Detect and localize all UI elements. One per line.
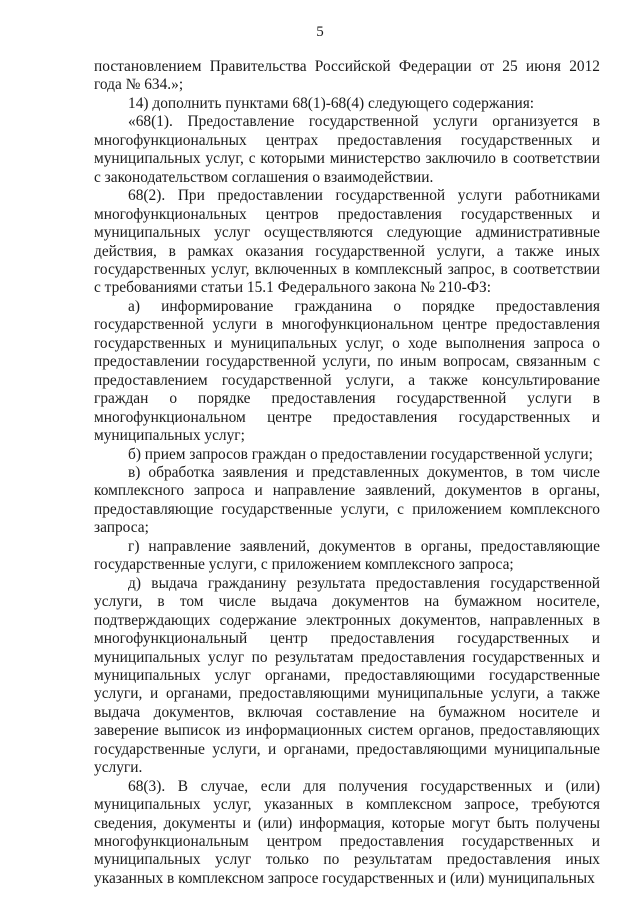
paragraph-68-2: 68(2). При предоставлении государственной услуги работниками многофункциональных центров предоставления государственных и муниципальных услуг осуществляются следующие административные действия, в рамках оказания государственной услуги, а также иных государственных услуг, включенных в комплексный запрос, в соответствии с требованиями статьи 15.1 Федерального закона № 210-ФЗ: [94,187,600,297]
document-body [94,58,600,888]
paragraph-decree-reference: постановлением Правительства Российской Федерации от 25 июня 2012 года № 634.»; [94,58,600,94]
paragraph-item-14: 14) дополнить пунктами 68(1)-68(4) следующего содержания: [128,94,535,112]
paragraph-subitem-v: в) обработка заявления и представленных документов, в том числе комплексного запроса и направление заявлений, документов в органы, предоставляющие государственные услуги, с приложением комплексного запроса; [94,463,600,537]
paragraph-68-3: 68(3). В случае, если для получения государственных и (или) муниципальных услуг, указанных в комплексном запросе, требуются сведения, документы и (или) информация, которые могут быть получены многофункциональным центром предоставления государственных и муниципальных услуг только по результатам предоставления иных указанных в комплексном запросе государственных и (или) муниципальных [94,777,600,887]
paragraph-68-1: «68(1). Предоставление государственной услуги организуется в многофункциональных центрах предоставления государственных и муниципальных услуг, с которыми министерство заключило в соответствии с законодательством соглашения о взаимодействии. [94,113,600,186]
paragraph-subitem-d: д) выдача гражданину результата предоставления государственной услуги, в том числе выдача документов на бумажном носителе, подтверждающих содержание электронных документов, направленных в многофункциональный центр предоставления государственных и муниципальных услуг по результатам предоставления государственных и муниципальных услуг органами, предоставляющими государственные услуги, и органами, предоставляющими муниципальные услуги, а также выдача документов, включая составление на бумажном носителе и заверение выписок из информационных систем органов, предоставляющих государственные услуги, и органами, предоставляющими муниципальные услуги. [94,574,600,777]
paragraph-subitem-g: г) направление заявлений, документов в органы, предоставляющие государственные услуги, с приложением комплексного запроса; [94,537,600,574]
paragraph-subitem-a: а) информирование гражданина о порядке предоставления государственной услуги в многофункциональном центре предоставления государственных и муниципальных услуг, о ходе выполнения запроса о предоставлении государственной услуги, по иным вопросам, связанным с предоставлением государственной услуги, а также консультирование граждан о порядке предоставления государственной услуги в многофункциональном центре предоставления государственных и муниципальных услуг; [94,297,600,445]
page-number: 5 [316,24,324,40]
paragraph-subitem-b: б) прием запросов граждан о предоставлении государственной услуги; [128,445,593,463]
